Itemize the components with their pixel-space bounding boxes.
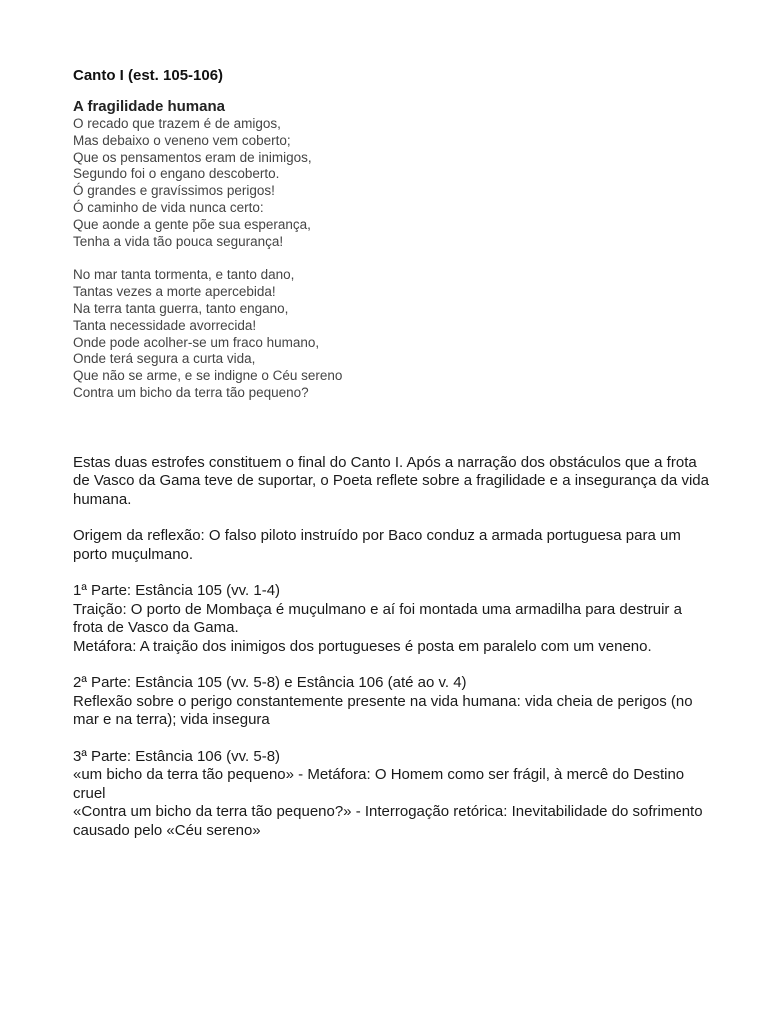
poem-subtitle: A fragilidade humana	[73, 98, 225, 115]
verse-line: Ó grandes e gravíssimos perigos!	[73, 183, 275, 199]
stanza-106	[73, 267, 713, 401]
verse-line: Que aonde a gente põe sua esperança,	[73, 216, 311, 232]
part-heading: 1ª Parte: Estância 105 (vv. 1-4)	[73, 582, 281, 600]
analysis-section	[73, 454, 713, 841]
verse-line: No mar tanta tormenta, e tanto dano,	[73, 267, 295, 283]
part-heading: 2ª Parte: Estância 105 (vv. 5-8) e Estância 106 (até ao v. 4)	[73, 674, 467, 692]
stanza-105	[73, 116, 713, 250]
document-title: Canto I (est. 105-106)	[73, 67, 224, 84]
verse-line: Tanta necessidade avorrecida!	[73, 317, 257, 333]
paragraph: Origem da reflexão: O falso piloto instruído por Baco conduz a armada portuguesa para um porto muçulmano.	[73, 527, 681, 563]
verse-line: Onde pode acolher-se um fraco humano,	[73, 334, 320, 350]
paragraph: Estas duas estrofes constituem o final do Canto I. Após a narração dos obstáculos que a frota de Vasco da Gama teve de suportar, o Poeta reflete sobre a fragilidade e a insegurança da vida humana.	[73, 453, 709, 508]
document-page	[73, 66, 713, 858]
part-heading: 3ª Parte: Estância 106 (vv. 5-8)	[73, 747, 281, 765]
part-3-section	[73, 748, 713, 841]
verse-line: Onde terá segura a curta vida,	[73, 351, 256, 367]
part-1-section	[73, 582, 713, 656]
verse-line: Tantas vezes a morte apercebida!	[73, 284, 276, 300]
paragraph: Metáfora: A traição dos inimigos dos portugueses é posta em paralelo com um veneno.	[73, 637, 652, 655]
poem	[73, 116, 713, 402]
verse-line: Que não se arme, e se indigne o Céu sereno	[73, 368, 343, 384]
verse-line: Contra um bicho da terra tão pequeno?	[73, 384, 309, 400]
paragraph: «um bicho da terra tão pequeno» - Metáfora: O Homem como ser frágil, à mercê do Destino cruel	[73, 766, 685, 802]
verse-line: O recado que trazem é de amigos,	[73, 116, 281, 131]
part-2-section	[73, 674, 713, 730]
verse-line: Tenha a vida tão pouca segurança!	[73, 233, 284, 249]
paragraph: Reflexão sobre o perigo constantemente presente na vida humana: vida cheia de perigos (no mar e na terra); vida insegura	[73, 692, 693, 729]
verse-line: Que os pensamentos eram de inimigos,	[73, 149, 312, 165]
verse-line: Mas debaixo o veneno vem coberto;	[73, 132, 291, 148]
verse-line: Segundo foi o engano descoberto.	[73, 166, 280, 182]
origin-paragraph	[73, 527, 713, 564]
verse-line: Na terra tanta guerra, tanto engano,	[73, 300, 289, 316]
paragraph: Traição: O porto de Mombaça é muçulmano e aí foi montada uma armadilha para destruir a frota de Vasco da Gama.	[73, 600, 682, 637]
paragraph: «Contra um bicho da terra tão pequeno?» - Interrogação retórica: Inevitabilidade do sofrimento causado pelo «Céu sereno»	[73, 803, 703, 839]
verse-line: Ó caminho de vida nunca certo:	[73, 199, 264, 215]
intro-paragraph	[73, 454, 713, 510]
